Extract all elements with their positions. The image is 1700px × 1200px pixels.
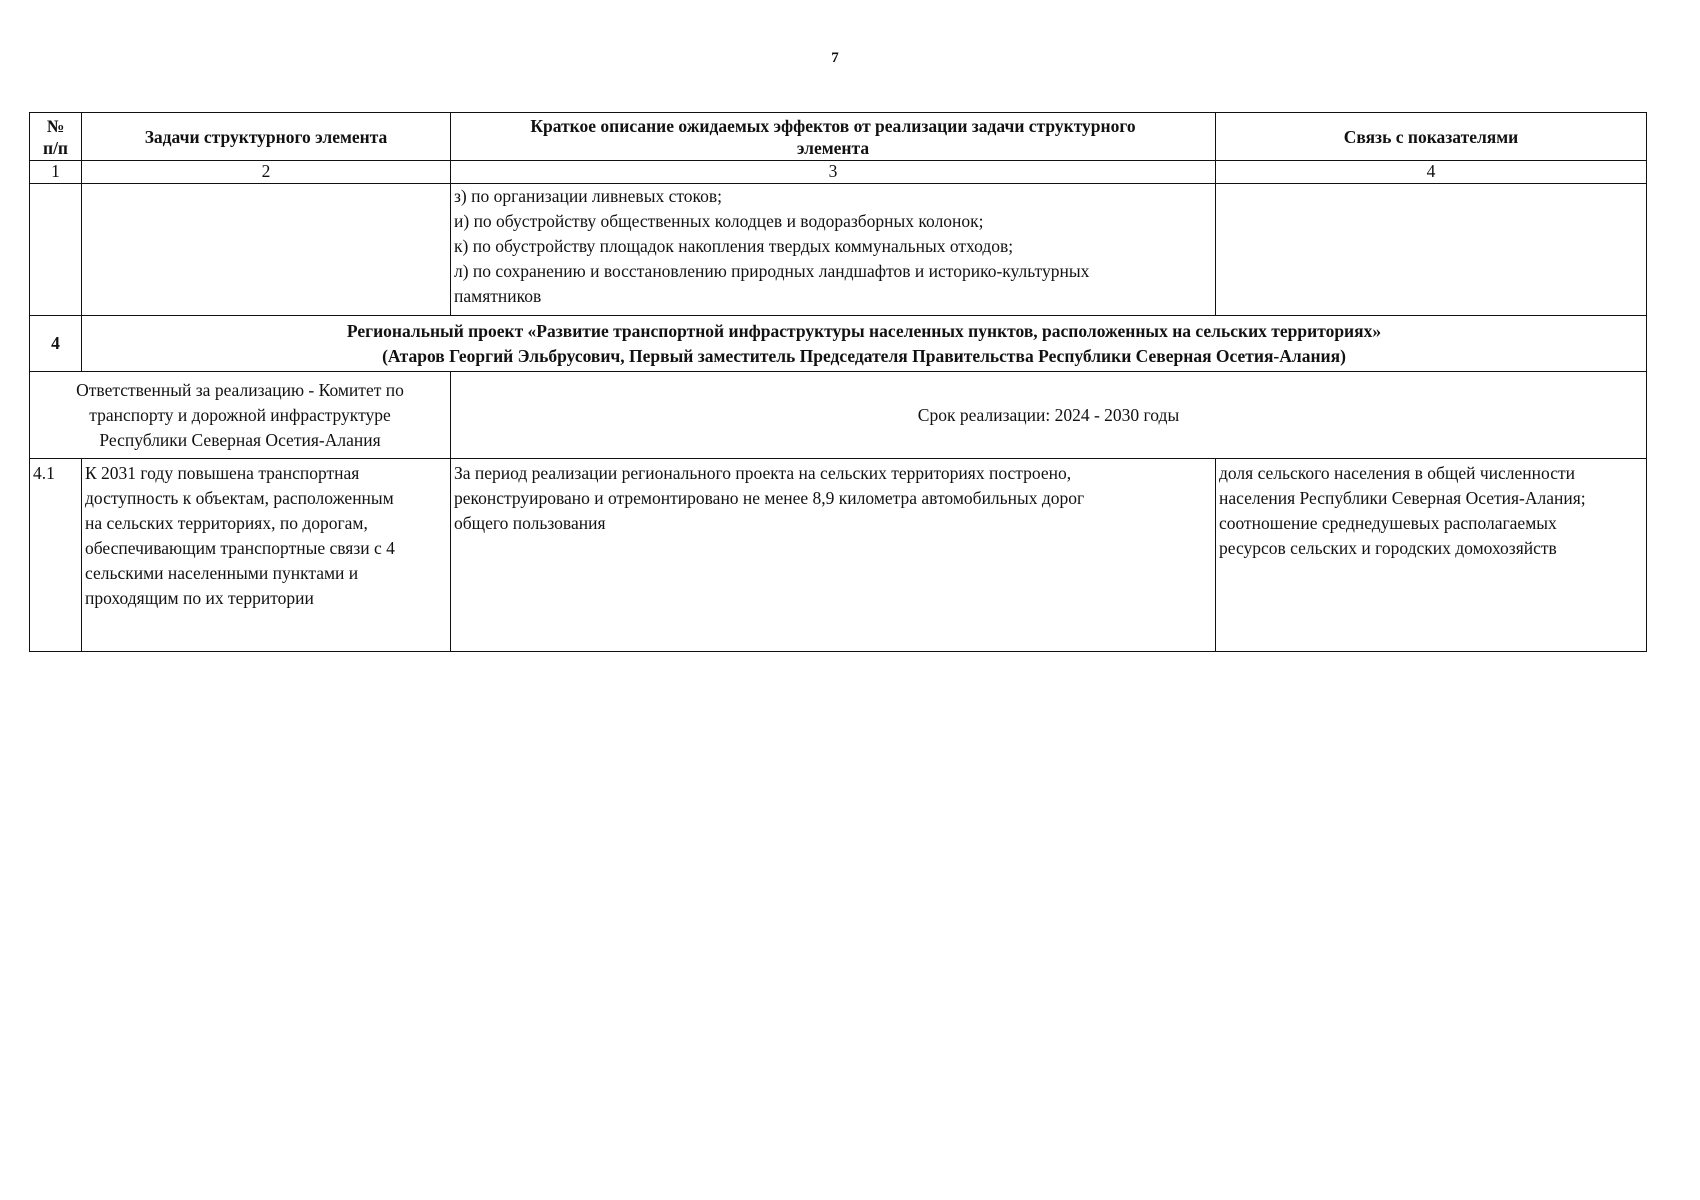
responsible-line: Республики Северная Осетия-Алания bbox=[99, 429, 381, 450]
header-tasks: Задачи структурного элемента bbox=[82, 113, 451, 161]
header-effects bbox=[451, 113, 1216, 161]
task-line: доступность к объектам, расположенным bbox=[85, 488, 394, 508]
task-row bbox=[30, 459, 1647, 652]
indicator-line: ресурсов сельских и городских домохозяйств bbox=[1219, 538, 1557, 558]
continuation-num-cell bbox=[30, 184, 82, 316]
column-number: 4 bbox=[1216, 161, 1647, 184]
project-title: Региональный проект «Развитие транспортной инфраструктуры населенных пунктов, расположенных на сельских территориях» bbox=[346, 320, 1382, 341]
header-effects-line: Краткое описание ожидаемых эффектов от реализации задачи структурного bbox=[530, 115, 1136, 136]
task-line: на сельских территориях, по дорогам, bbox=[85, 513, 368, 533]
column-numbers-row bbox=[30, 161, 1647, 184]
implementation-term: Срок реализации: 2024 - 2030 годы bbox=[451, 372, 1647, 459]
continuation-row bbox=[30, 184, 1647, 316]
column-number: 3 bbox=[451, 161, 1216, 184]
continuation-line: памятников bbox=[454, 286, 542, 306]
project-responsible-person: (Атаров Георгий Эльбрусович, Первый заместитель Председателя Правительства Республики Северная Осетия-Алания) bbox=[382, 345, 1346, 366]
continuation-line: з) по организации ливневых стоков; bbox=[454, 186, 722, 206]
responsible-cell bbox=[30, 372, 451, 459]
header-effects-line: элемента bbox=[796, 137, 870, 158]
column-number: 2 bbox=[82, 161, 451, 184]
column-number: 1 bbox=[30, 161, 82, 184]
continuation-indicators-cell bbox=[1216, 184, 1647, 316]
project-title-cell bbox=[82, 316, 1647, 372]
project-row bbox=[30, 316, 1647, 372]
project-number: 4 bbox=[30, 316, 82, 372]
page-number: 7 bbox=[831, 50, 839, 66]
table-header-row bbox=[30, 113, 1647, 161]
task-line: проходящим по их территории bbox=[85, 588, 314, 608]
effect-line: общего пользования bbox=[454, 513, 606, 533]
task-line: сельскими населенными пунктами и bbox=[85, 563, 359, 583]
indicator-line: населения Республики Северная Осетия-Алания; bbox=[1219, 488, 1586, 508]
continuation-line: и) по обустройству общественных колодцев и водоразборных колонок; bbox=[454, 211, 984, 231]
continuation-effects-cell bbox=[451, 184, 1216, 316]
structural-elements-table bbox=[29, 112, 1647, 652]
effect-line: реконструировано и отремонтировано не менее 8,9 километра автомобильных дорог bbox=[454, 488, 1085, 508]
effect-line: За период реализации регионального проекта на сельских территориях построено, bbox=[454, 463, 1072, 483]
continuation-line: к) по обустройству площадок накопления твердых коммунальных отходов; bbox=[454, 236, 1014, 256]
header-indicators: Связь с показателями bbox=[1216, 113, 1647, 161]
continuation-task-cell bbox=[82, 184, 451, 316]
task-description bbox=[82, 459, 451, 652]
header-num-line: № bbox=[46, 115, 65, 136]
continuation-line: л) по сохранению и восстановлению природных ландшафтов и историко-культурных bbox=[454, 261, 1090, 281]
responsible-row bbox=[30, 372, 1647, 459]
task-line: обеспечивающим транспортные связи с 4 bbox=[85, 538, 395, 558]
task-effects bbox=[451, 459, 1216, 652]
task-line: К 2031 году повышена транспортная bbox=[85, 463, 360, 483]
task-indicators bbox=[1216, 459, 1647, 652]
responsible-line: Ответственный за реализацию - Комитет по bbox=[76, 379, 404, 400]
header-num-line: п/п bbox=[42, 137, 69, 158]
indicator-line: доля сельского населения в общей численности bbox=[1219, 463, 1575, 483]
responsible-line: транспорту и дорожной инфраструктуре bbox=[89, 404, 391, 425]
header-num bbox=[30, 113, 82, 161]
indicator-line: соотношение среднедушевых располагаемых bbox=[1219, 513, 1557, 533]
task-number: 4.1 bbox=[30, 459, 82, 652]
